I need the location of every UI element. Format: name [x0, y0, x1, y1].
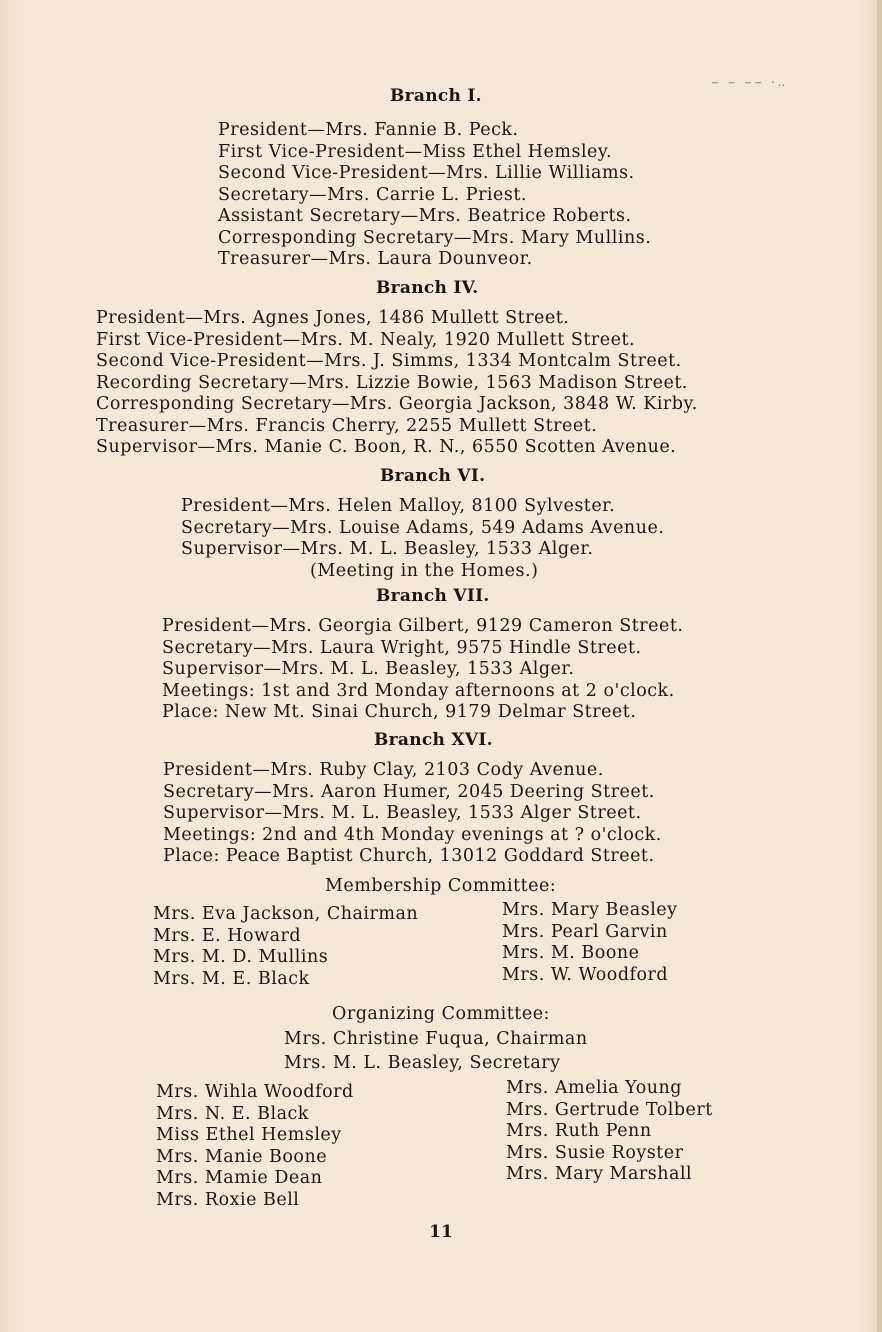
officer-line: Supervisor—Mrs. M. L. Beasley, 1533 Alger Street. [163, 803, 642, 823]
place-line: Place: New Mt. Sinai Church, 9179 Delmar Street. [162, 702, 637, 722]
officer-line: Secretary—Mrs. Aaron Humer, 2045 Deering Street. [163, 781, 655, 802]
branch-heading: Branch VII. [376, 586, 490, 606]
organizing-left-column [156, 1082, 354, 1211]
organizing-right-column [506, 1078, 713, 1186]
member-name: Mrs. M. E. Black [153, 968, 310, 989]
officer-line: Second Vice-President—Mrs. J. Simms, 1334 Montcalm Street. [96, 351, 682, 371]
branch-4-section [0, 278, 882, 459]
member-name: Mrs. E. Howard [153, 925, 302, 946]
member-name: Mrs. Manie Boone [156, 1146, 328, 1167]
membership-right-column [502, 900, 678, 986]
officer-line: Assistant Secretary—Mrs. Beatrice Roberts. [218, 206, 632, 226]
officer-line: Corresponding Secretary—Mrs. Mary Mullins. [218, 227, 652, 248]
branch-4-officers [0, 308, 882, 459]
membership-committee [0, 876, 882, 989]
member-name: Mrs. Roxie Bell [156, 1189, 300, 1210]
member-name: Mrs. Mamie Dean [156, 1168, 323, 1188]
member-name: Mrs. Ruth Penn [506, 1121, 652, 1141]
officer-line: Supervisor—Mrs. M. L. Beasley, 1533 Alger. [181, 539, 594, 559]
member-name: Mrs. Amelia Young [506, 1078, 682, 1098]
committee-secretary: Mrs. M. L. Beasley, Secretary [284, 1053, 561, 1073]
committee-chairman: Mrs. Christine Fuqua, Chairman [284, 1028, 588, 1049]
branch-7-section [0, 586, 882, 724]
member-name: Mrs. N. E. Black [156, 1103, 309, 1124]
meeting-line: Meetings: 2nd and 4th Monday evenings at ? o'clock. [163, 824, 662, 845]
branch-heading: Branch XVI. [374, 730, 493, 750]
branch-16-officers [0, 760, 882, 868]
member-name: Mrs. Mary Marshall [506, 1164, 693, 1184]
officer-line: First Vice-President—Mrs. M. Nealy, 1920 Mullett Street. [96, 329, 636, 350]
officer-line: President—Mrs. Agnes Jones, 1486 Mullett Street. [96, 308, 570, 328]
officer-line: President—Mrs. Fannie B. Peck. [218, 120, 519, 140]
officer-line: Treasurer—Mrs. Francis Cherry, 2255 Mullett Street. [96, 415, 598, 436]
branch-7-officers [0, 616, 882, 724]
meeting-line: Meetings: 1st and 3rd Monday afternoons at 2 o'clock. [162, 680, 675, 701]
page-number: 11 [429, 1222, 453, 1242]
officer-line: President—Mrs. Georgia Gilbert, 9129 Cameron Street. [162, 616, 684, 636]
member-name: Mrs. Gertrude Tolbert [506, 1099, 713, 1120]
branch-note: (Meeting in the Homes.) [310, 560, 539, 581]
committee-heading: Organizing Committee: [332, 1004, 550, 1024]
branch-heading: Branch IV. [376, 278, 479, 298]
officer-line: Supervisor—Mrs. M. L. Beasley, 1533 Alger. [162, 659, 575, 679]
member-name: Mrs. M. Boone [502, 943, 640, 963]
member-name: Mrs. Pearl Garvin [502, 921, 668, 942]
officer-line: Second Vice-President—Mrs. Lillie Williams. [218, 163, 635, 183]
officer-line: Secretary—Mrs. Carrie L. Priest. [218, 184, 527, 205]
officer-line: Recording Secretary—Mrs. Lizzie Bowie, 1563 Madison Street. [96, 372, 688, 393]
officer-line: First Vice-President—Miss Ethel Hemsley. [218, 141, 613, 162]
member-name: Miss Ethel Hemsley [156, 1125, 342, 1145]
officer-line: President—Mrs. Ruby Clay, 2103 Cody Avenue. [163, 760, 604, 780]
officer-line: Secretary—Mrs. Laura Wright, 9575 Hindle Street. [162, 637, 642, 658]
branch-1-section [0, 86, 882, 271]
organizing-committee [0, 1004, 882, 1210]
committee-heading: Membership Committee: [325, 876, 557, 896]
membership-left-column [153, 904, 418, 990]
margin-mark: ‒ ‒ ‒‒ ·‥ [711, 76, 788, 89]
member-name: Mrs. Susie Royster [506, 1142, 684, 1163]
member-name: Mrs. Mary Beasley [502, 900, 678, 920]
officer-line: Corresponding Secretary—Mrs. Georgia Jackson, 3848 W. Kirby. [96, 394, 698, 414]
branch-1-officers [0, 120, 882, 271]
branch-16-section [0, 730, 882, 868]
officer-line: Treasurer—Mrs. Laura Dounveor. [218, 249, 533, 269]
officer-line: President—Mrs. Helen Malloy, 8100 Sylvester. [181, 496, 616, 516]
branch-6-officers [0, 496, 882, 561]
member-name: Mrs. Eva Jackson, Chairman [153, 904, 419, 924]
place-line: Place: Peace Baptist Church, 13012 Goddard Street. [163, 846, 655, 866]
branch-6-section [0, 466, 882, 582]
officer-line: Secretary—Mrs. Louise Adams, 549 Adams Avenue. [181, 517, 665, 538]
branch-heading: Branch VI. [380, 466, 486, 486]
member-name: Mrs. M. D. Mullins [153, 947, 329, 967]
officer-line: Supervisor—Mrs. Manie C. Boon, R. N., 6550 Scotten Avenue. [96, 437, 677, 457]
member-name: Mrs. Wihla Woodford [156, 1082, 354, 1102]
member-name: Mrs. W. Woodford [502, 964, 669, 985]
branch-heading: Branch I. [390, 86, 482, 106]
